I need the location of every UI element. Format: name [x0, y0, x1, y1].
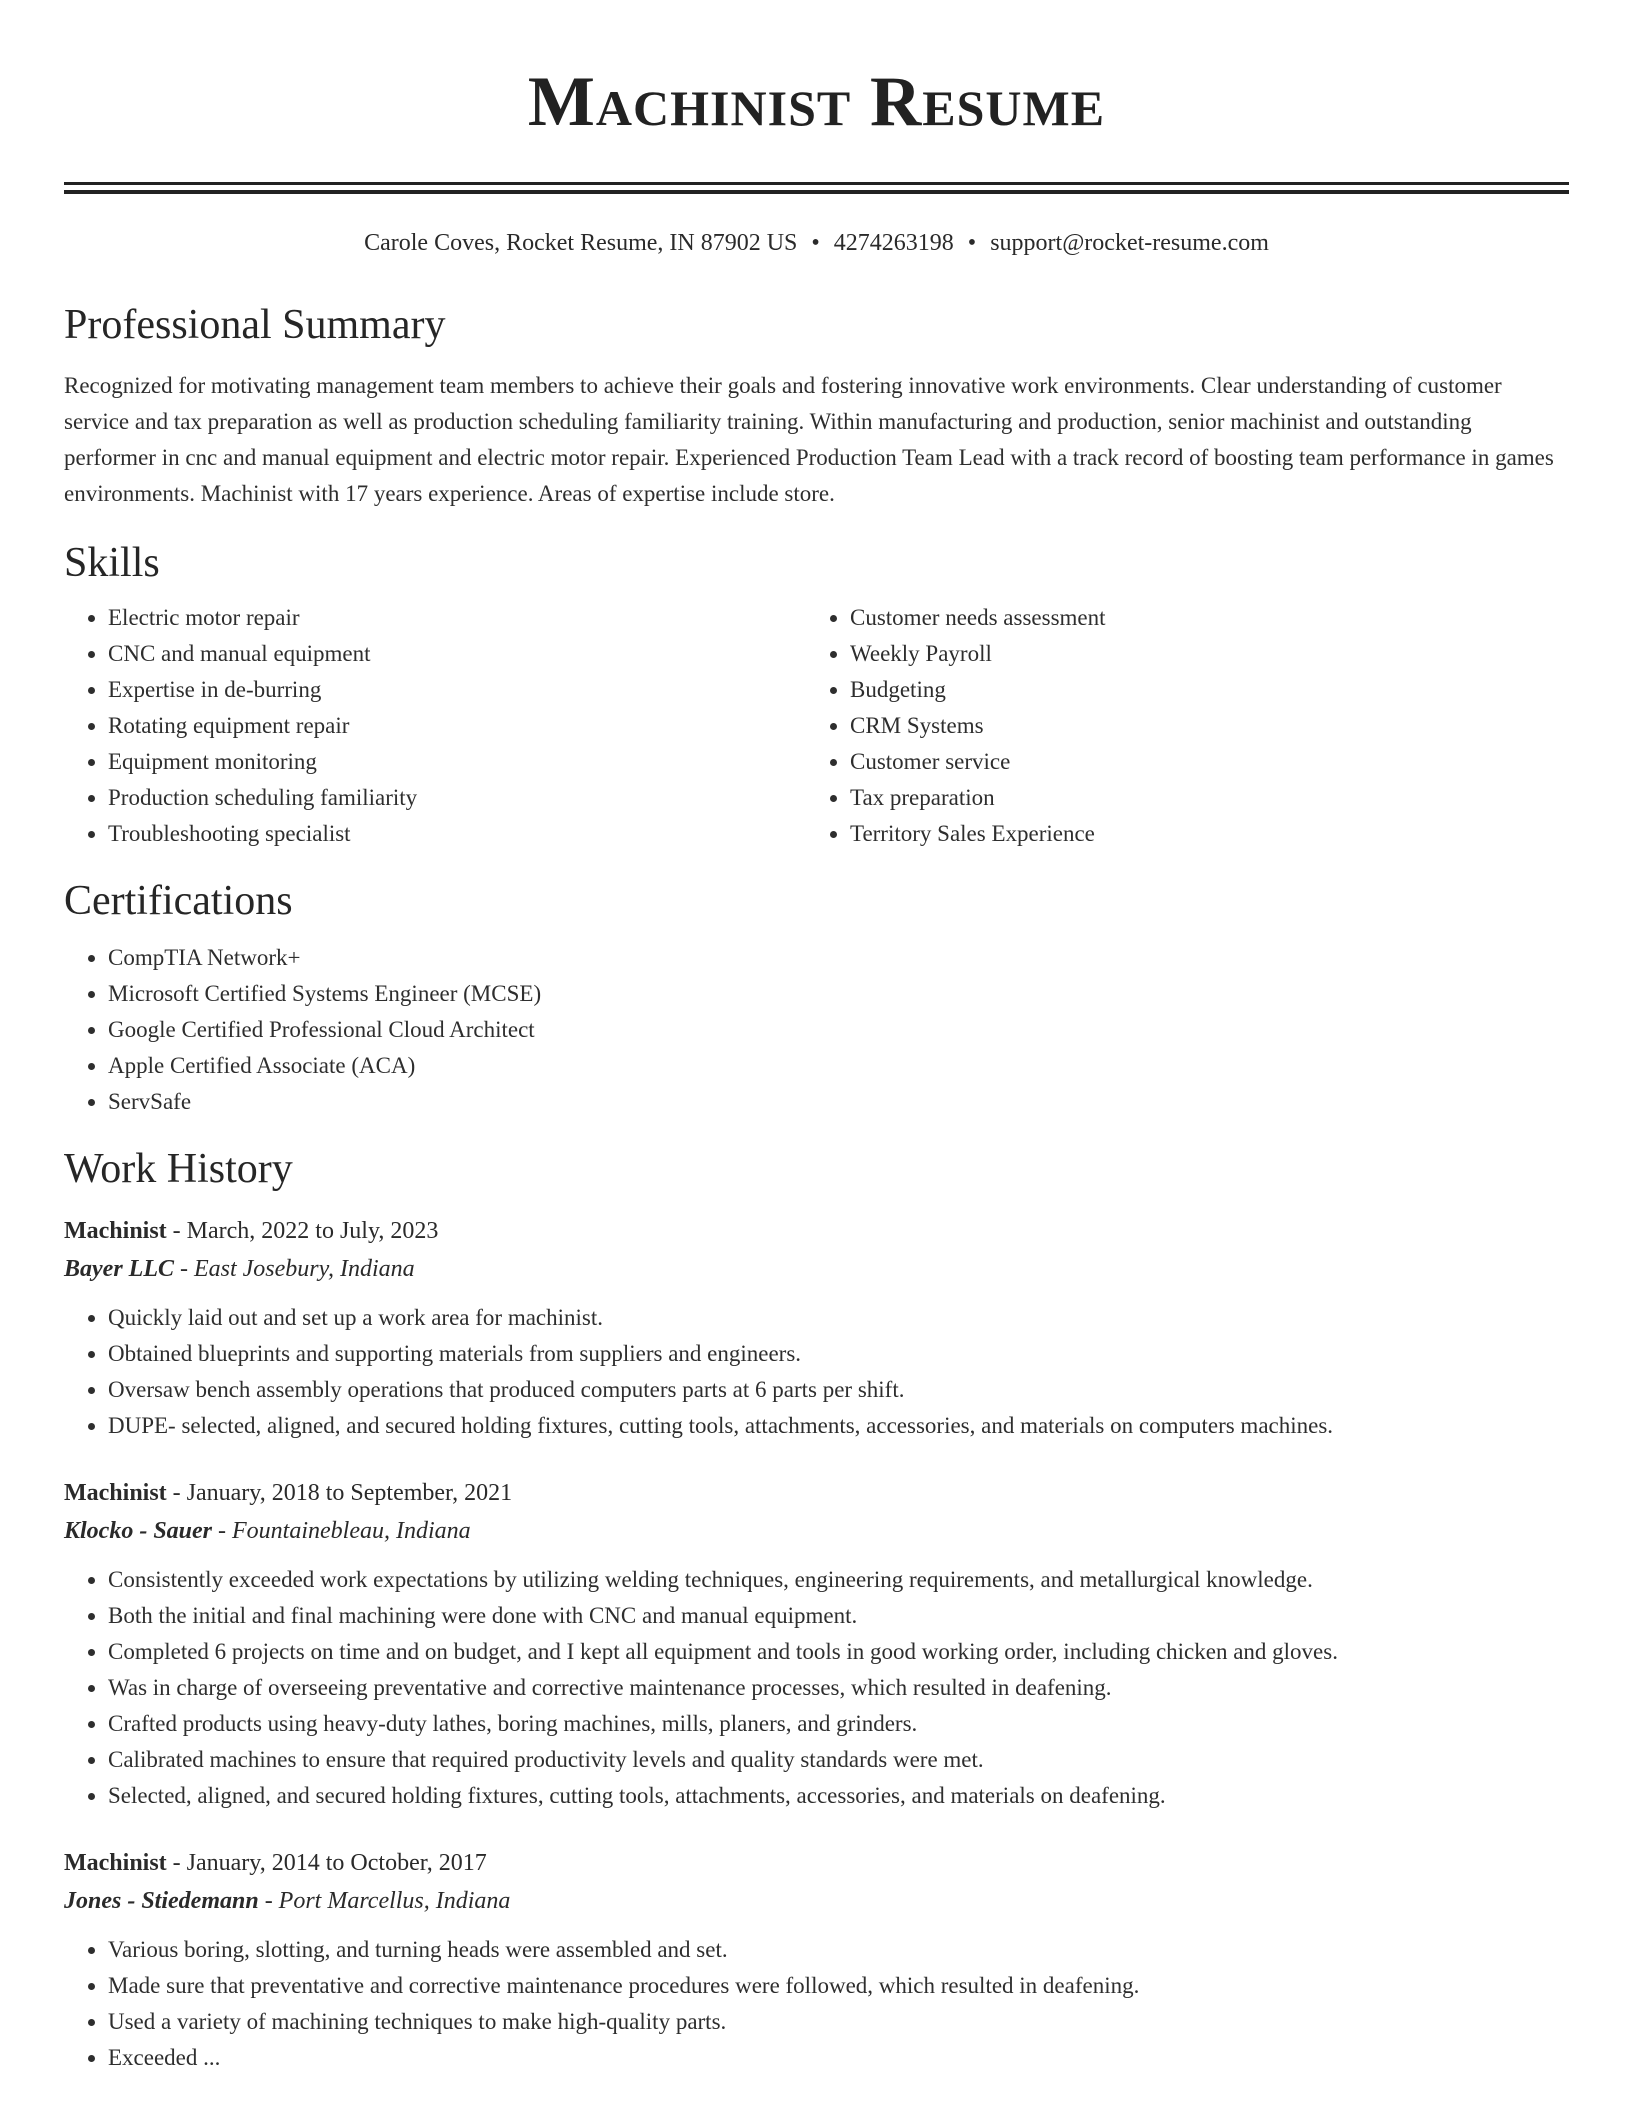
- job-duty: • Oversaw bench assembly operations that produced computers parts at 6 parts per shift.: [108, 1372, 1569, 1408]
- job-location: - Port Marcellus, Indiana: [258, 1888, 511, 1914]
- job-location: - East Josebury, Indiana: [173, 1256, 415, 1282]
- resume-page: [64, 0, 1569, 2076]
- skill-item: • Weekly Payroll: [850, 636, 1548, 672]
- title-divider: [64, 182, 1569, 194]
- job-location: - Fountainebleau, Indiana: [212, 1518, 471, 1544]
- job-duty: • Used a variety of machining techniques to make high-quality parts.: [108, 2004, 1569, 2040]
- job-title-line: [64, 1212, 1569, 1250]
- job-title-line: [64, 1474, 1569, 1512]
- skill-item: • Customer service: [850, 744, 1548, 780]
- job-duty: • Both the initial and final machining were done with CNC and manual equipment.: [108, 1598, 1569, 1634]
- skill-item: • CRM Systems: [850, 708, 1548, 744]
- job-duty: • Calibrated machines to ensure that required productivity levels and quality standards were met.: [108, 1742, 1569, 1778]
- job-duties-list: [64, 1300, 1569, 1444]
- job-duties-list: [64, 1932, 1569, 2076]
- skill-item: • Rotating equipment repair: [108, 708, 806, 744]
- job-duty: • Made sure that preventative and corrective maintenance procedures were followed, which resulted in deafening.: [108, 1968, 1569, 2004]
- job-dates: - January, 2014 to October, 2017: [166, 1850, 487, 1876]
- certifications-heading: Certifications: [64, 878, 293, 924]
- job-title-line: [64, 1844, 1569, 1882]
- job-title: Machinist: [64, 1218, 167, 1244]
- job-entry: [64, 1474, 1569, 1814]
- skill-item: • Customer needs assessment: [850, 600, 1548, 636]
- summary-text: Recognized for motivating management team members to achieve their goals and fostering innovative work environments. Clear understanding of customer service and tax preparation as well as production scheduling familiarity training. Within manufacturing and production, senior machinist and outstanding performer in cnc and manual equipment and electric motor repair. Experienced Production Team Lead with a track record of boosting team performance in games environments. Machinist with 17 years experience. Areas of expertise include store.: [64, 373, 1554, 506]
- skill-item: • Production scheduling familiarity: [108, 780, 806, 816]
- certification-item: • Google Certified Professional Cloud Architect: [108, 1012, 1569, 1048]
- skill-item: • Equipment monitoring: [108, 744, 806, 780]
- job-duty: • Completed 6 projects on time and on budget, and I kept all equipment and tools in good working order, including chicken and gloves.: [108, 1634, 1569, 1670]
- job-duty: • Exceeded ...: [108, 2040, 1569, 2076]
- job-duty: • DUPE- selected, aligned, and secured holding fixtures, cutting tools, attachments, accessories, and materials on computers machines.: [108, 1408, 1569, 1444]
- job-duty: • Various boring, slotting, and turning heads were assembled and set.: [108, 1932, 1569, 1968]
- job-title: Machinist: [64, 1480, 167, 1506]
- job-duty: • Obtained blueprints and supporting materials from suppliers and engineers.: [108, 1336, 1569, 1372]
- job-duty: • Selected, aligned, and secured holding fixtures, cutting tools, attachments, accessories, and materials on deafening.: [108, 1778, 1569, 1814]
- job-company: Jones - Stiedemann: [64, 1888, 259, 1914]
- skill-item: • Electric motor repair: [108, 600, 806, 636]
- page-title: Machinist Resume: [527, 63, 1106, 141]
- skills-column-left: [64, 600, 806, 852]
- certification-item: • CompTIA Network+: [108, 940, 1569, 976]
- skills-column-right: [806, 600, 1548, 852]
- job-duties-list: [64, 1562, 1569, 1814]
- contact-separator: •: [811, 230, 820, 256]
- skill-item: • Budgeting: [850, 672, 1548, 708]
- skill-item: • CNC and manual equipment: [108, 636, 806, 672]
- contact-email[interactable]: support@rocket-resume.com: [990, 230, 1269, 256]
- certifications-list: [64, 940, 1569, 1120]
- skill-item: • Expertise in de-burring: [108, 672, 806, 708]
- job-title: Machinist: [64, 1850, 167, 1876]
- contact-separator: •: [967, 230, 977, 256]
- skills-columns: [64, 600, 1569, 852]
- job-entry: [64, 1212, 1569, 1444]
- job-company-line: [64, 1512, 1569, 1550]
- job-dates: - January, 2018 to September, 2021: [166, 1480, 513, 1506]
- skills-heading: Skills: [64, 540, 160, 586]
- job-duty: • Was in charge of overseeing preventative and corrective maintenance processes, which resulted in deafening.: [108, 1670, 1569, 1706]
- certification-item: • Apple Certified Associate (ACA): [108, 1048, 1569, 1084]
- job-entry: [64, 1844, 1569, 2076]
- skills-list-right: [806, 600, 1548, 852]
- job-duty: • Quickly laid out and set up a work area for machinist.: [108, 1300, 1569, 1336]
- contact-line: [64, 228, 1569, 258]
- contact-address: Carole Coves, Rocket Resume, IN 87902 US: [364, 230, 798, 256]
- skill-item: • Tax preparation: [850, 780, 1548, 816]
- job-duty: • Consistently exceeded work expectations by utilizing welding techniques, engineering requirements, and metallurgical knowledge.: [108, 1562, 1569, 1598]
- skill-item: • Troubleshooting specialist: [108, 816, 806, 852]
- skill-item: • Territory Sales Experience: [850, 816, 1548, 852]
- job-duty: • Crafted products using heavy-duty lathes, boring machines, mills, planers, and grinders.: [108, 1706, 1569, 1742]
- job-dates: - March, 2022 to July, 2023: [166, 1218, 439, 1244]
- certification-item: • Microsoft Certified Systems Engineer (MCSE): [108, 976, 1569, 1012]
- contact-phone: 4274263198: [833, 230, 954, 256]
- job-company-line: [64, 1250, 1569, 1288]
- job-company: Klocko - Sauer: [64, 1518, 213, 1544]
- job-company: Bayer LLC: [64, 1256, 174, 1282]
- work-history-heading: Work History: [64, 1146, 293, 1192]
- summary-heading: Professional Summary: [64, 302, 446, 348]
- job-company-line: [64, 1882, 1569, 1920]
- skills-list-left: [64, 600, 806, 852]
- certification-item: • ServSafe: [108, 1084, 1569, 1120]
